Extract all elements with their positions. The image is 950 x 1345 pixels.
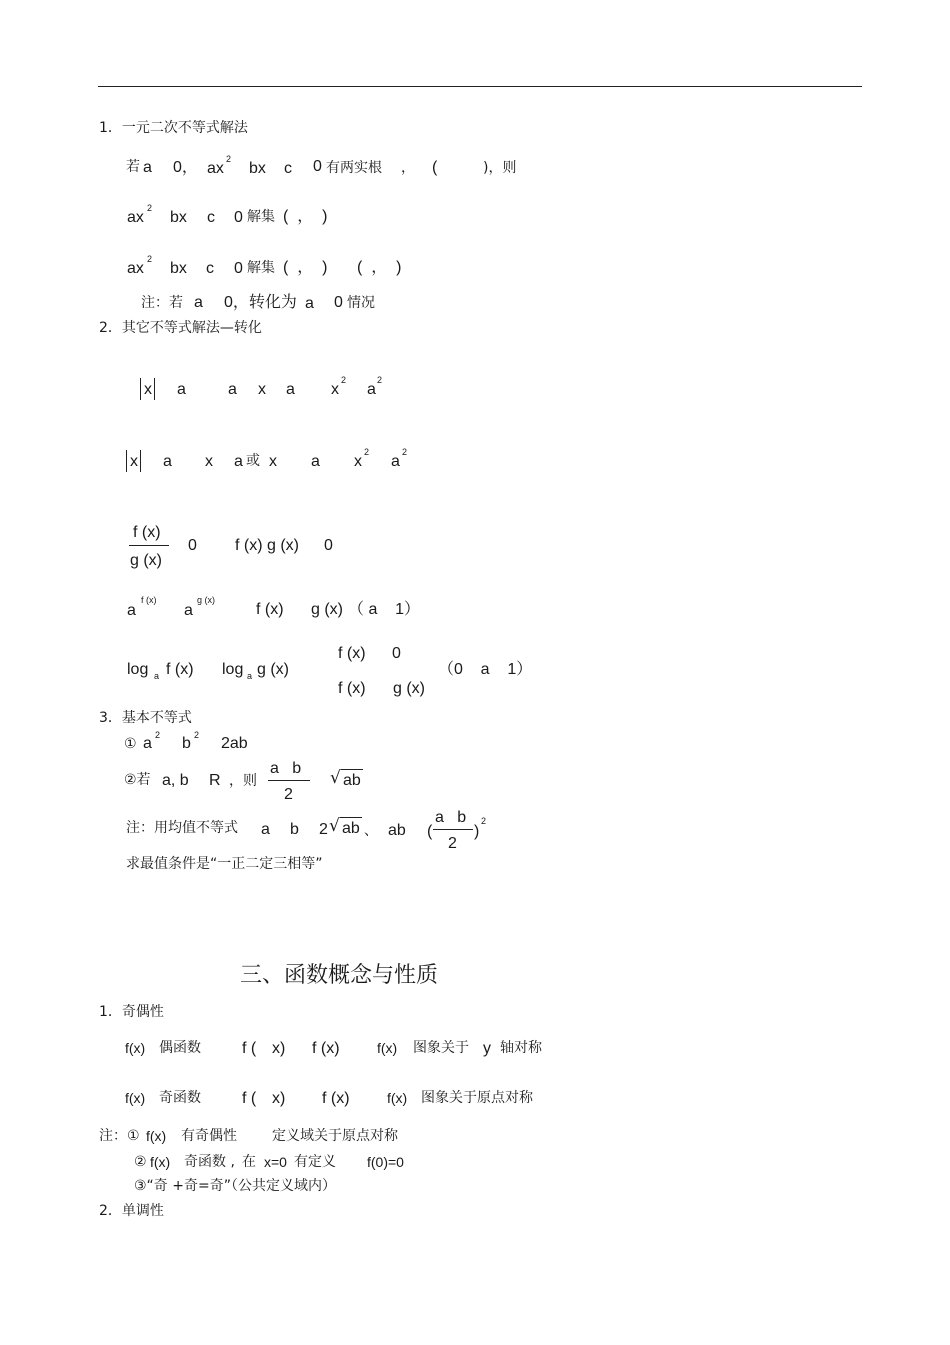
math-zero: 0 [234,260,243,277]
math-interval: ( ， ) [283,259,328,276]
header-rule [98,86,862,87]
math-2ab: 2ab [221,735,248,752]
math-R: R [209,772,221,789]
text-then: ，则 [229,773,257,789]
math-ab: ab [343,772,361,789]
math-a: a [127,602,136,619]
math-a: a [163,453,172,470]
text-comma: ， [401,160,415,176]
math-sup: 2 [147,203,153,213]
abs-bar [140,378,141,400]
math-f0: f(0)=0 [367,1154,404,1170]
math-paren: ( [432,159,438,176]
section-5-title: 2．单调性 [99,1203,164,1219]
math-subscript: a [247,671,253,681]
fraction-numerator: f (x) [133,524,161,541]
math-ax: ax [127,209,144,226]
math-ab: ab [342,820,360,837]
math-interval: ( ， ) [357,259,402,276]
math-bx: bx [249,160,266,177]
text-domain-symmetric: 定义域关于原点对称 [272,1128,398,1144]
math-c: c [207,209,215,226]
sqrt-bar [341,769,363,770]
math-sup: 2 [364,447,370,457]
text-comma: 、 [364,823,378,839]
abs-bar [140,450,141,472]
fraction-bar [268,780,310,781]
math-x: x [331,381,339,398]
math-sup: 2 [155,730,161,740]
math-sup: 2 [402,447,408,457]
sqrt-bar [340,817,362,818]
math-fx: f (x) [322,1090,350,1107]
math-x: x [130,453,138,470]
math-interval: ( ， ) [283,208,328,225]
text-solution-set: 解集 [247,209,275,225]
text-origin-symmetric: 图象关于原点对称 [421,1090,533,1106]
text-two-roots: 有两实根 [326,160,382,176]
math-fx: f(x) [125,1090,146,1106]
math-y: y [483,1040,491,1057]
sqrt-sign: √ [329,816,340,836]
math-exponent: f (x) [141,595,157,605]
math-a: a [391,453,400,470]
math-gx: g (x) [311,601,343,618]
math-zero: 0 [324,537,333,554]
math-zero: 0 [188,537,197,554]
math-fx: f (x) [312,1040,340,1057]
math-x: x [258,381,266,398]
math-f: f ( [242,1040,257,1057]
note-marker: ② [134,1154,147,1170]
item-marker: ②若 [124,772,151,788]
math-a: a [194,294,203,311]
math-zero: 0 [234,209,243,226]
text-graph: 图象关于 [413,1040,469,1056]
math-fx: f(x) [146,1128,167,1144]
math-fx: f (x) [166,661,194,678]
section-1-title: 1．一元二次不等式解法 [99,120,248,136]
math-b: b [290,821,299,838]
text-then: )，则 [483,160,517,176]
math-fx: f(x) [150,1154,171,1170]
math-a: a [143,159,152,176]
math-bx: bx [170,209,187,226]
math-f: f ( [242,1090,257,1107]
math-b: b [182,735,191,752]
math-log: log [222,661,244,678]
text-solution-set: 解集 [247,260,275,276]
math-a: a [311,453,320,470]
math-x: x) [272,1090,286,1107]
fraction-numerator: a b [270,760,302,777]
item-marker: ① [124,736,137,752]
math-x: x [205,453,213,470]
math-fx: f (x) [256,601,284,618]
note-3: ③“奇 +奇=奇”（公共定义域内） [134,1178,336,1194]
note-suffix: 情况 [347,295,375,311]
math-bx: bx [170,260,187,277]
fraction-denominator: 2 [284,786,293,803]
math-a: a [184,602,193,619]
fraction-numerator: a b [435,809,467,826]
section-2-title: 2．其它不等式解法—转化 [99,320,262,336]
math-condition: （0 a 1） [438,661,533,678]
math-paren: ( [427,823,433,840]
math-subscript: a [154,671,160,681]
text-parity: 有奇偶性 [181,1128,237,1144]
math-x: x) [272,1040,286,1057]
math-a: a [305,295,314,312]
fraction-denominator: 2 [448,835,457,852]
math-sup: 2 [377,375,383,385]
math-a: a [234,453,243,470]
math-sup: 2 [481,816,487,826]
math-2: 2 [319,821,328,838]
math-condition: （ a 1） [348,601,421,618]
math-fx: f (x) [338,645,366,662]
math-c: c [206,260,214,277]
math-x0: x=0 [264,1154,287,1170]
math-exponent: g (x) [197,595,215,605]
chapter-title: 三、函数概念与性质 [240,963,439,988]
text-defined: 有定义 [294,1154,336,1170]
math-x: x [269,453,277,470]
fraction-bar [129,545,169,546]
math-gx: g (x) [393,680,425,697]
math-fx: f (x) [338,680,366,697]
math-zero: 0 [313,158,322,175]
math-ab: ab [388,822,406,839]
math-zero: 0， [173,159,198,176]
math-paren: ) [474,823,480,840]
math-a: a [261,821,270,838]
math-fx: f(x) [377,1040,398,1056]
text-odd: 奇函数 [159,1090,201,1106]
math-a: a [286,381,295,398]
math-gx: g (x) [257,661,289,678]
math-x: x [354,453,362,470]
text-ruo: 若 [126,159,140,175]
math-zero: 0，转化为 [224,294,297,311]
text-even: 偶函数 [159,1040,201,1056]
math-ax: ax [127,260,144,277]
note-prefix: 注：① [99,1128,140,1144]
math-sup: 2 [341,375,347,385]
math-a: a [143,735,152,752]
condition-text: 求最值条件是“一正二定三相等” [126,856,323,872]
text-at: 在 [242,1154,256,1170]
fraction-denominator: g (x) [130,552,162,569]
math-sup: 2 [194,730,200,740]
math-a: a [177,381,186,398]
math-fx: f(x) [125,1040,146,1056]
section-4-title: 1．奇偶性 [99,1004,164,1020]
math-product: f (x) g (x) [235,537,299,554]
text-odd-function: 奇函数 , [184,1154,235,1170]
math-zero: 0 [334,294,343,311]
math-a: a [228,381,237,398]
math-sup: 2 [226,154,232,164]
section-3-title: 3．基本不等式 [99,710,192,726]
math-a: a [367,381,376,398]
math-ax: ax [207,160,224,177]
math-ab: a, b [162,772,189,789]
text-axis-symmetric: 轴对称 [500,1040,542,1056]
abs-bar [154,378,155,400]
note-prefix: 注：用均值不等式 [126,820,238,836]
sqrt-sign: √ [330,768,341,788]
math-c: c [284,160,292,177]
math-log: log [127,661,149,678]
math-fx: f(x) [387,1090,408,1106]
text-or: 或 [246,453,260,469]
math-x: x [144,381,152,398]
fraction-bar [433,829,473,830]
abs-bar [126,450,127,472]
note-prefix: 注：若 [141,295,183,311]
math-sup: 2 [147,254,153,264]
math-zero: 0 [392,645,401,662]
